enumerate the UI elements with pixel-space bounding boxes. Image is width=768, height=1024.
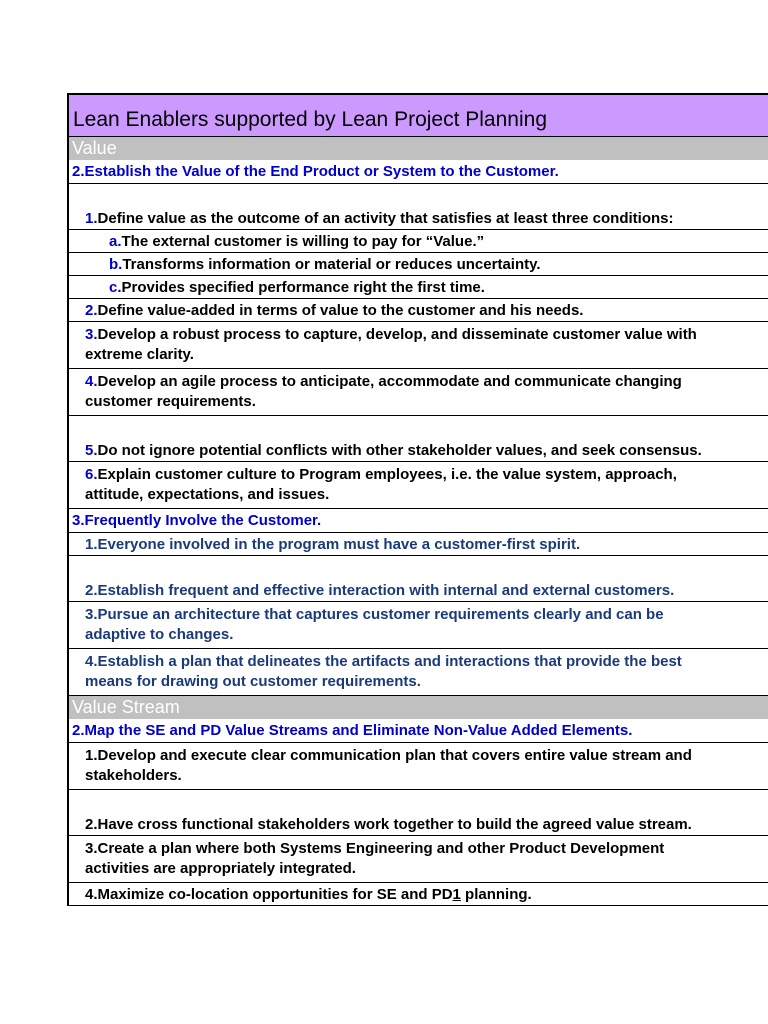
subitem-letter: c. xyxy=(109,279,122,296)
item-text-continued: means for drawing out customer requirements. xyxy=(85,673,421,690)
list-item xyxy=(69,649,768,696)
category-establish-value: 2.Establish the Value of the End Product or System to the Customer. xyxy=(69,160,768,184)
section-header-value-stream: Value Stream xyxy=(69,696,768,719)
lean-enablers-table xyxy=(67,93,768,906)
item-text: Develop an agile process to anticipate, accommodate and communicate changing xyxy=(97,373,682,390)
item-number: 1. xyxy=(85,210,98,227)
item-text: Define value-added in terms of value to the customer and his needs. xyxy=(97,302,584,319)
category-map-value-streams: 2.Map the SE and PD Value Streams and Eliminate Non-Value Added Elements. xyxy=(69,719,768,743)
item-text-continued: activities are appropriately integrated. xyxy=(85,860,356,877)
item-text-continued: planning. xyxy=(460,886,532,903)
item-number: 2. xyxy=(85,302,98,319)
item-text: Develop a robust process to capture, develop, and disseminate customer value with xyxy=(97,326,697,343)
item-text: 3.Pursue an architecture that captures customer requirements clearly and can be xyxy=(85,606,664,623)
category-involve-customer: 3.Frequently Involve the Customer. xyxy=(69,509,768,533)
item-number: 4. xyxy=(85,373,98,390)
item-number: 3. xyxy=(85,326,98,343)
item-text: 4.Establish a plan that delineates the artifacts and interactions that provide the best xyxy=(85,653,682,670)
list-item xyxy=(69,369,768,416)
list-subitem xyxy=(69,276,768,299)
list-item xyxy=(69,299,768,322)
list-item: 2.Establish frequent and effective interaction with internal and external customers. xyxy=(69,556,768,602)
subitem-text: Transforms information or material or reduces uncertainty. xyxy=(122,256,541,273)
item-text: 4.Maximize co-location opportunities for SE and PD xyxy=(85,886,453,903)
item-text-continued: attitude, expectations, and issues. xyxy=(85,486,330,503)
item-text: 3.Create a plan where both Systems Engineering and other Product Development xyxy=(85,840,665,857)
item-text: 1.Develop and execute clear communication plan that covers entire value stream and xyxy=(85,747,692,764)
subitem-text: The external customer is willing to pay for “Value.” xyxy=(121,233,485,250)
item-number: 5. xyxy=(85,442,98,459)
list-item xyxy=(69,836,768,883)
item-text: Explain customer culture to Program employees, i.e. the value system, approach, xyxy=(97,466,677,483)
list-item xyxy=(69,883,768,906)
list-item xyxy=(69,322,768,369)
subitem-letter: b. xyxy=(109,256,123,273)
item-text-continued: stakeholders. xyxy=(85,767,182,784)
footnote-reference: 1 xyxy=(452,886,461,903)
subitem-letter: a. xyxy=(109,233,122,250)
item-text-continued: extreme clarity. xyxy=(85,346,194,363)
item-text: Do not ignore potential conflicts with other stakeholder values, and seek consensus. xyxy=(97,442,702,459)
list-item xyxy=(69,184,768,230)
section-header-value: Value xyxy=(69,137,768,160)
list-item xyxy=(69,416,768,462)
table-title: Lean Enablers supported by Lean Project Planning xyxy=(69,95,768,137)
list-item xyxy=(69,602,768,649)
list-item xyxy=(69,743,768,790)
list-item: 2.Have cross functional stakeholders work together to build the agreed value stream. xyxy=(69,790,768,836)
item-text-continued: adaptive to changes. xyxy=(85,626,234,643)
list-subitem xyxy=(69,230,768,253)
list-subitem xyxy=(69,253,768,276)
item-number: 6. xyxy=(85,466,98,483)
item-text-continued: customer requirements. xyxy=(85,393,256,410)
subitem-text: Provides specified performance right the first time. xyxy=(121,279,485,296)
list-item xyxy=(69,462,768,509)
item-text: Define value as the outcome of an activity that satisfies at least three conditions: xyxy=(97,210,674,227)
list-item: 1.Everyone involved in the program must have a customer-first spirit. xyxy=(69,533,768,556)
